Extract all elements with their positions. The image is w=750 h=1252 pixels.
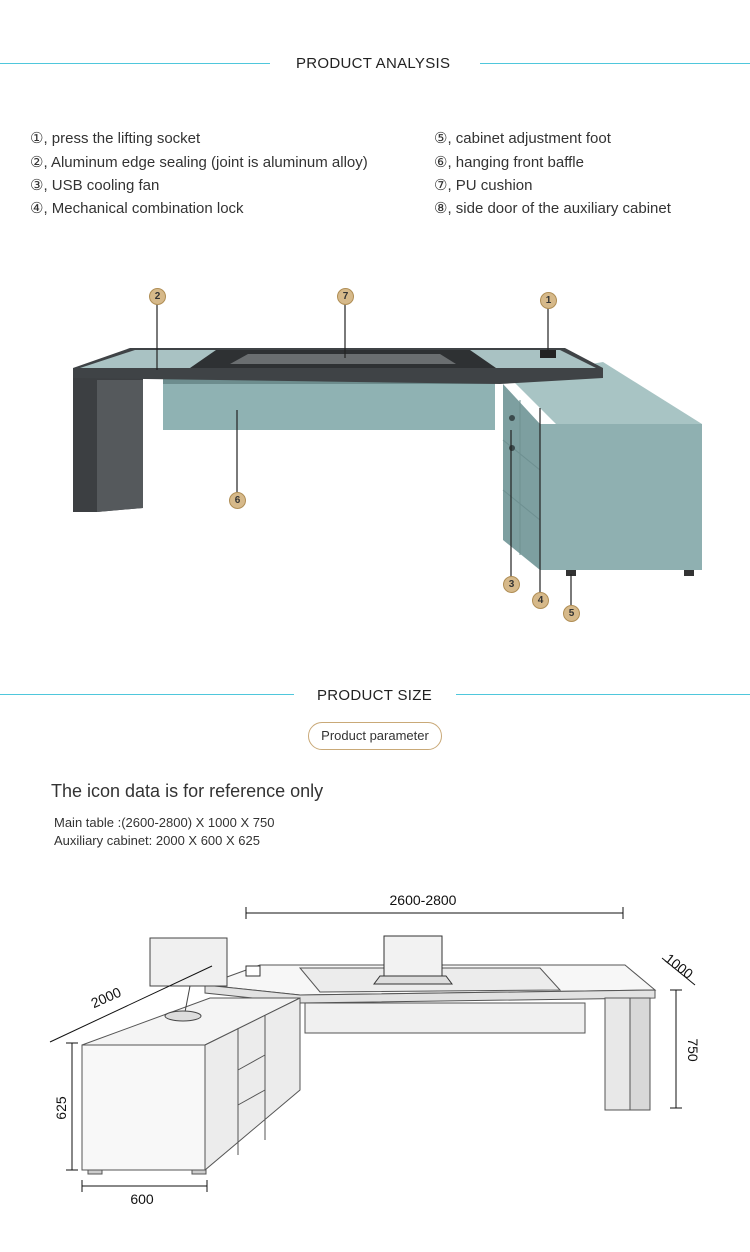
size-title: PRODUCT SIZE	[317, 687, 433, 704]
product-parameter-badge: Product parameter	[308, 722, 442, 750]
reference-note: The icon data is for reference only	[51, 781, 324, 801]
dim-depth-label: 1000	[661, 950, 697, 982]
dim-width-label: 2600-2800	[389, 892, 457, 908]
spec-main-table: Main table :(2600-2800) X 1000 X 750	[54, 815, 275, 830]
feature-item-2: ②, Aluminum edge sealing (joint is aluminum alloy)	[30, 154, 368, 171]
marker-5: 5	[563, 605, 580, 622]
feature-item-8: ⑧, side door of the auxiliary cabinet	[434, 200, 671, 217]
spec-aux-cabinet: Auxiliary cabinet: 2000 X 600 X 625	[54, 833, 260, 848]
dim-cabinet-length-label: 2000	[88, 983, 124, 1012]
marker-4: 4	[532, 592, 549, 609]
analysis-divider-left	[0, 63, 270, 64]
marker-6: 6	[229, 492, 246, 509]
feature-item-7: ⑦, PU cushion	[434, 177, 533, 194]
cabinet-body	[540, 424, 702, 570]
feature-item-1: ①, press the lifting socket	[30, 130, 201, 147]
analysis-divider-right	[480, 63, 750, 64]
feature-item-6: ⑥, hanging front baffle	[434, 154, 584, 171]
analysis-title: PRODUCT ANALYSIS	[296, 55, 451, 72]
dim-cabinet-height-label: 625	[53, 1096, 69, 1120]
marker-3: 3	[503, 576, 520, 593]
dim-cabinet-depth-label: 600	[130, 1191, 154, 1207]
dimension-drawing	[0, 880, 750, 1220]
size-divider-left	[0, 694, 294, 695]
front-baffle	[163, 378, 495, 430]
feature-item-3: ③, USB cooling fan	[30, 177, 160, 194]
marker-7: 7	[337, 288, 354, 305]
feature-item-4: ④, Mechanical combination lock	[30, 200, 244, 217]
marker-1: 1	[540, 292, 557, 309]
cabinet-front	[503, 384, 540, 570]
dim-height-label: 750	[685, 1038, 701, 1062]
size-divider-right	[456, 694, 750, 695]
marker-2: 2	[149, 288, 166, 305]
feature-item-5: ⑤, cabinet adjustment foot	[434, 130, 611, 147]
desk-product-image	[0, 280, 750, 630]
cabinet-outline	[82, 1045, 205, 1170]
